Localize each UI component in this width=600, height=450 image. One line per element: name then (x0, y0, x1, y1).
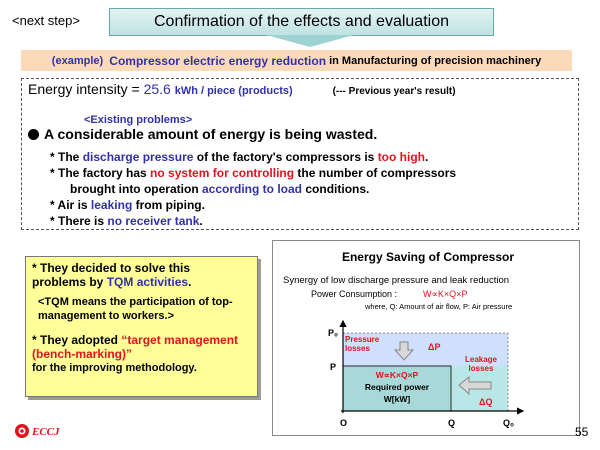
q-label: Q (448, 418, 456, 428)
problem-text: . (199, 214, 203, 228)
title-down-arrow-icon (266, 35, 354, 47)
problem-text: . (425, 150, 429, 164)
existing-problems-heading: <Existing problems> (84, 114, 193, 126)
tqm-line: * They decided to solve this (32, 261, 191, 275)
q0-label: Q₀ (503, 418, 515, 428)
power-label: Power Consumption : (311, 289, 398, 299)
required-power-label: Required power (364, 382, 430, 392)
tqm-highlight: “target management (bench-marking)” (32, 333, 239, 361)
tqm-line (32, 333, 251, 361)
page-number: 55 (575, 425, 589, 439)
problem-highlight: too high (377, 150, 426, 164)
example-suffix: in Manufacturing of precision machinery (329, 54, 542, 67)
leakage-losses-label: Leakage losses (464, 355, 498, 373)
main-problem-text: A considerable amount of energy is being wasted. (44, 126, 378, 142)
pressure-losses-label: Pressure losses (345, 335, 380, 353)
problem-highlight: discharge pressure (82, 150, 194, 164)
main-problem (28, 126, 377, 142)
tqm-note-box (25, 256, 258, 397)
problem-text: * There is (50, 214, 105, 228)
inner-formula: W∝K×Q×P (375, 370, 419, 380)
figure-subtitle: Synergy of low discharge pressure and leak reduction (283, 275, 510, 286)
delta-q-label: ΔQ (479, 397, 493, 407)
problem-item (50, 213, 456, 229)
energy-saving-diagram (273, 241, 579, 435)
problem-text: * The factory has (50, 166, 147, 180)
problem-text: of the factory's compressors is (196, 150, 375, 164)
problem-highlight: according to load (202, 182, 303, 196)
figure-title: Energy Saving of Compressor (341, 250, 515, 264)
problem-item (50, 197, 456, 213)
bullet-icon (28, 129, 39, 140)
energy-intensity (28, 81, 456, 97)
tqm-text: problems by (32, 275, 104, 289)
slide-title (109, 8, 494, 36)
problem-highlight: no receiver tank (107, 214, 200, 228)
problem-text: * Air is (50, 198, 88, 212)
intensity-note: (--- Previous year's result) (332, 86, 456, 97)
problem-highlight: no system for controlling (150, 166, 295, 180)
eccj-logo-icon (14, 422, 84, 440)
example-topic: Compressor electric energy reduction (109, 53, 327, 68)
tqm-note: <TQM means the participation of top-management to workers.> (38, 296, 233, 322)
next-step-label: <next step> (12, 13, 80, 28)
problem-highlight: leaking (90, 198, 133, 212)
problem-text: * The (50, 150, 80, 164)
required-power-unit: W[kW] (383, 394, 411, 404)
energy-saving-figure (272, 240, 580, 436)
tqm-text: . (188, 275, 192, 289)
example-bar (21, 50, 572, 71)
delta-p-label: ΔP (428, 342, 441, 352)
tqm-highlight: TQM activities (106, 275, 189, 289)
example-prefix: (example) (51, 54, 104, 67)
problem-item-continued (50, 181, 456, 197)
intensity-label: Energy intensity = (28, 81, 140, 97)
problem-text: conditions. (305, 182, 370, 196)
problem-item (50, 149, 456, 165)
tqm-line (32, 275, 251, 289)
power-formula: W∝K×Q×P (423, 289, 468, 299)
slide-title-text: Confirmation of the effects and evaluation (154, 13, 449, 30)
formula-where: where, Q: Amount of air flow, P: Air pressure (365, 302, 513, 311)
tqm-text: * They adopted (32, 333, 119, 347)
problem-text: the number of compressors (297, 166, 457, 180)
p-label: P (330, 362, 337, 372)
problem-text: brought into operation (70, 182, 199, 196)
problem-text: from piping. (135, 198, 205, 212)
eccj-logo (14, 422, 84, 445)
problem-list (50, 149, 456, 229)
problem-item (50, 165, 456, 181)
origin-label: O (340, 418, 348, 428)
intensity-unit: kWh / piece (products) (174, 85, 293, 97)
logo-text: ECCJ (32, 426, 60, 438)
tqm-line: for the improving methodology. (32, 362, 197, 374)
intensity-value: 25.6 (143, 81, 171, 97)
p0-label: P₀ (328, 328, 339, 338)
